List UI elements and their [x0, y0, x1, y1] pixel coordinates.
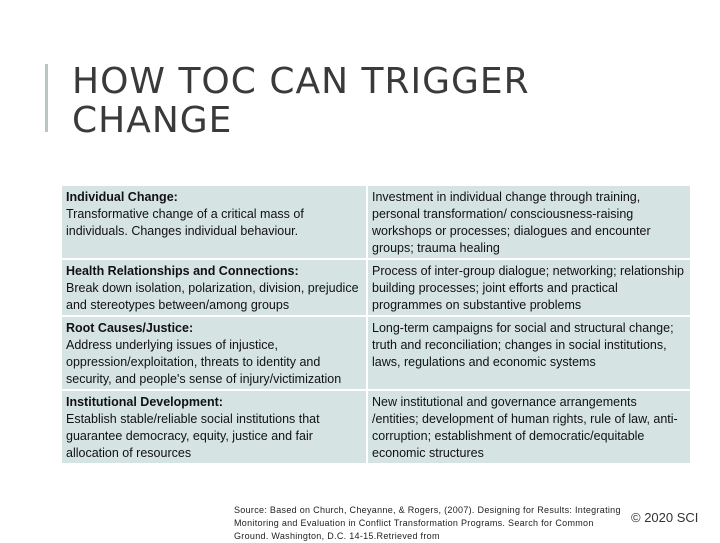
source-line-1: Source: Based on Church, Cheyanne, & Rogers, (2007). Designing for Results: Integrating — [234, 505, 621, 515]
change-type-description: Break down isolation, polarization, division, prejudice and stereotypes between/among groups — [66, 281, 359, 312]
approach-cell: Process of inter-group dialogue; networking; relationship building processes; joint efforts and practical programmes on substantive problems — [367, 259, 691, 316]
source-citation — [234, 504, 664, 543]
change-type-cell — [61, 316, 367, 390]
approach-cell: Investment in individual change through training, personal transformation/ consciousness-raising workshops or processes; dialogues and encounter groups; trauma healing — [367, 185, 691, 259]
copyright-notice: © 2020 SCI — [631, 510, 699, 525]
slide-title-line-2: CHANGE — [72, 100, 233, 141]
table-row — [61, 390, 691, 464]
change-type-heading: Individual Change: — [66, 190, 178, 204]
change-type-heading: Root Causes/Justice: — [66, 321, 194, 335]
source-line-2: Monitoring and Evaluation in Conflict Transformation Programs. Search for Common — [234, 518, 594, 528]
slide-title — [72, 62, 530, 140]
change-type-description: Transformative change of a critical mass of individuals. Changes individual behaviour. — [66, 207, 304, 238]
approach-cell: New institutional and governance arrangements /entities; development of human rights, rule of law, anti-corruption; establishment of democratic/equitable economic structures — [367, 390, 691, 464]
change-type-cell — [61, 185, 367, 259]
table-row — [61, 185, 691, 259]
change-type-description: Address underlying issues of injustice, oppression/exploitation, threats to identity and security, and people's sense of injury/victimization — [66, 338, 342, 386]
source-line-3: Ground. Washington, D.C. 14-15.Retrieved from — [234, 531, 440, 541]
change-type-heading: Institutional Development: — [66, 395, 223, 409]
change-type-cell — [61, 259, 367, 316]
change-type-heading: Health Relationships and Connections: — [66, 264, 299, 278]
table-row — [61, 316, 691, 390]
title-accent-bar — [45, 64, 48, 132]
change-type-description: Establish stable/reliable social institutions that guarantee democracy, equity, justice and fair allocation of resources — [66, 412, 320, 460]
slide-title-line-1: HOW TOC CAN TRIGGER — [72, 61, 530, 102]
approach-cell: Long-term campaigns for social and structural change; truth and reconciliation; changes in social institutions, laws, regulations and economic systems — [367, 316, 691, 390]
change-type-cell — [61, 390, 367, 464]
table-row — [61, 259, 691, 316]
toc-table — [60, 184, 692, 465]
